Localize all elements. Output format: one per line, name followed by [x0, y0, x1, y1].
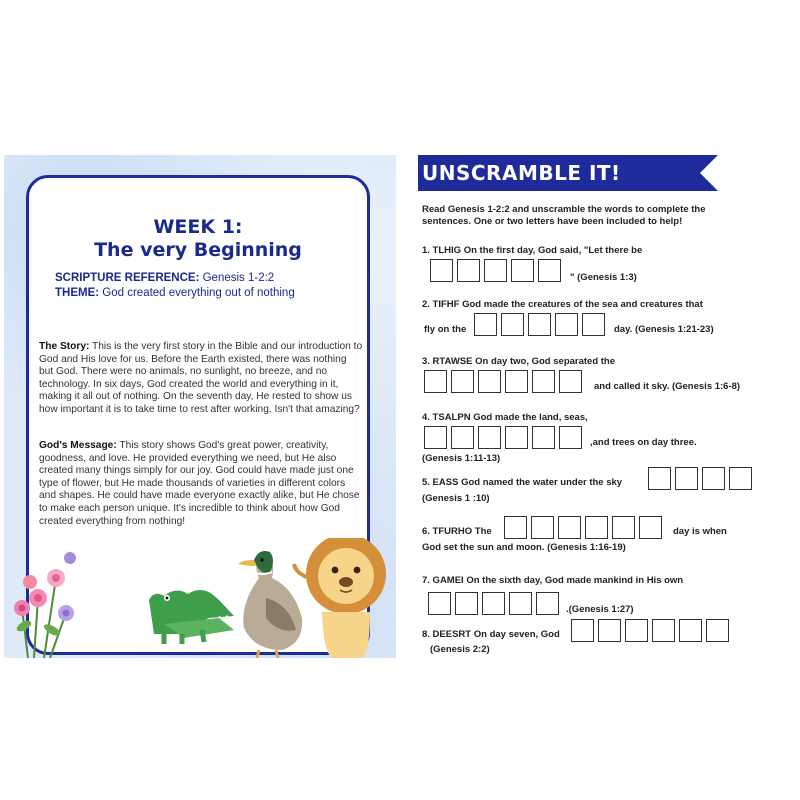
scripture-value: Genesis 1-2:2: [199, 272, 275, 284]
unscramble-banner: [418, 155, 718, 191]
q4-suffix: ,and trees on day three.: [590, 437, 697, 448]
letter-box[interactable]: [424, 426, 447, 449]
q6-answer-boxes: [504, 516, 662, 539]
letter-box[interactable]: [652, 619, 675, 642]
letter-box[interactable]: [536, 592, 559, 615]
crocodile-icon: [149, 590, 235, 644]
instructions: Read Genesis 1-2:2 and unscramble the words to complete the sentences. One or two letters have been included to help!: [422, 204, 706, 227]
letter-box[interactable]: [504, 516, 527, 539]
letter-box[interactable]: [679, 619, 702, 642]
letter-box[interactable]: [625, 619, 648, 642]
letter-box[interactable]: [484, 259, 507, 282]
letter-box[interactable]: [505, 370, 528, 393]
letter-box[interactable]: [528, 313, 551, 336]
lion-icon: [294, 538, 386, 658]
letter-box[interactable]: [559, 370, 582, 393]
q2-text: 2. TIFHF God made the creatures of the sea and creatures that: [422, 299, 703, 310]
week-title-line2: The very Beginning: [94, 239, 302, 261]
message-label: God's Message:: [39, 440, 117, 451]
letter-box[interactable]: [585, 516, 608, 539]
q2-suffix: day. (Genesis 1:21-23): [614, 324, 714, 335]
letter-box[interactable]: [532, 426, 555, 449]
q4-reference: (Genesis 1:11-13): [422, 453, 501, 464]
q1-suffix: " (Genesis 1:3): [570, 272, 637, 283]
theme-value: God created everything out of nothing: [99, 287, 295, 299]
duck-icon: [238, 551, 302, 658]
q6-reference: God set the sun and moon. (Genesis 1:16-19): [422, 542, 626, 553]
letter-box[interactable]: [555, 313, 578, 336]
q8-text: 8. DEESRT On day seven, God: [422, 629, 560, 640]
q5-answer-boxes: [648, 467, 752, 490]
letter-box[interactable]: [511, 259, 534, 282]
q2-answer-boxes: [474, 313, 605, 336]
letter-box[interactable]: [706, 619, 729, 642]
letter-box[interactable]: [582, 313, 605, 336]
message-paragraph: [39, 440, 363, 528]
q8-answer-boxes: [571, 619, 729, 642]
q3-text: 3. RTAWSE On day two, God separated the: [422, 356, 616, 367]
letter-box[interactable]: [478, 426, 501, 449]
letter-box[interactable]: [455, 592, 478, 615]
story-paragraph: [39, 341, 363, 417]
scripture-block: [55, 271, 355, 301]
letter-box[interactable]: [702, 467, 725, 490]
letter-box[interactable]: [509, 592, 532, 615]
flowers-icon: [14, 552, 76, 658]
q4-text: 4. TSALPN God made the land, seas,: [422, 412, 588, 423]
story-text: This is the very first story in the Bible and our introduction to God and His love for us. Before the Earth existed, there was nothing but God. There were no animals, no sunlight, no breeze, and no technology. In six days, God created the world and everything in it, making it all out of nothing. On the seventh day, He rested to show us how important it is to take time to rest after working. Isn't that amazing?: [39, 341, 363, 415]
q5-text: 5. EASS God named the water under the sky: [422, 477, 623, 488]
letter-box[interactable]: [531, 516, 554, 539]
q1-text: 1. TLHIG On the first day, God said, "Let there be: [422, 245, 643, 256]
q7-answer-boxes: [428, 592, 559, 615]
theme: [55, 286, 355, 301]
scripture-label: SCRIPTURE REFERENCE:: [55, 272, 200, 284]
message-text: This story shows God's great power, creativity, goodness, and love. He provided everything we need, but He also created many things simply for our joy. God could have made just one type of flower, but He made thousands of varieties in different colors and shapes. He could have made everyone exactly alike, but He chose to make each person unique. It's incredible to think about how God created everything from nothing!: [39, 440, 360, 527]
letter-box[interactable]: [639, 516, 662, 539]
letter-box[interactable]: [729, 467, 752, 490]
animal-illustration: [4, 538, 396, 658]
story-label: The Story:: [39, 341, 90, 352]
letter-box[interactable]: [538, 259, 561, 282]
letter-box[interactable]: [428, 592, 451, 615]
q1-answer-boxes: [430, 259, 561, 282]
q8-reference: (Genesis 2:2): [430, 644, 490, 655]
scripture-reference: [55, 271, 355, 286]
letter-box[interactable]: [424, 370, 447, 393]
letter-box[interactable]: [559, 426, 582, 449]
q5-reference: (Genesis 1 :10): [422, 493, 490, 504]
q6-suffix: day is when: [673, 526, 727, 537]
letter-box[interactable]: [501, 313, 524, 336]
q7-text: 7. GAMEI On the sixth day, God made mankind in His own: [422, 575, 684, 586]
week-title-line1: WEEK 1:: [153, 216, 243, 238]
letter-box[interactable]: [430, 259, 453, 282]
letter-box[interactable]: [474, 313, 497, 336]
letter-box[interactable]: [478, 370, 501, 393]
q4-answer-boxes: [424, 426, 582, 449]
letter-box[interactable]: [457, 259, 480, 282]
letter-box[interactable]: [482, 592, 505, 615]
letter-box[interactable]: [612, 516, 635, 539]
q6-text: 6. TFURHO The: [422, 526, 492, 537]
theme-label: THEME:: [55, 287, 100, 299]
letter-box[interactable]: [451, 370, 474, 393]
letter-box[interactable]: [675, 467, 698, 490]
letter-box[interactable]: [558, 516, 581, 539]
q3-suffix: and called it sky. (Genesis 1:6-8): [594, 381, 741, 392]
q2-prefix: fly on the: [424, 324, 467, 335]
letter-box[interactable]: [532, 370, 555, 393]
q7-suffix: .(Genesis 1:27): [566, 604, 634, 615]
letter-box[interactable]: [571, 619, 594, 642]
letter-box[interactable]: [648, 467, 671, 490]
letter-box[interactable]: [598, 619, 621, 642]
week-title: [29, 216, 367, 262]
banner-title: UNSCRAMBLE IT!: [422, 161, 621, 185]
letter-box[interactable]: [451, 426, 474, 449]
letter-box[interactable]: [505, 426, 528, 449]
q3-answer-boxes: [424, 370, 582, 393]
left-page: [4, 155, 396, 658]
